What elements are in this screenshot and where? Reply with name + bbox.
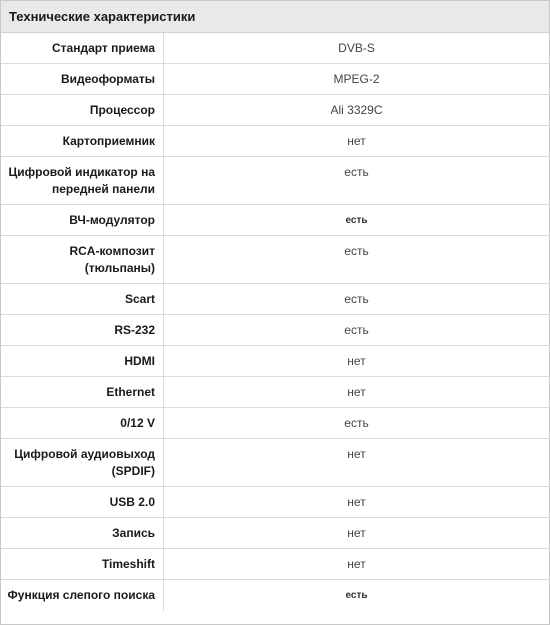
table-row	[1, 346, 549, 377]
row-label: USB 2.0	[1, 487, 164, 517]
row-value: есть	[345, 590, 368, 601]
table-row	[1, 377, 549, 408]
row-label: Цифровой аудиовыход (SPDIF)	[1, 439, 164, 486]
row-label: Ethernet	[1, 377, 164, 407]
table-row	[1, 408, 549, 439]
table-row	[1, 439, 549, 487]
row-label: Процессор	[1, 95, 164, 125]
row-label: RCA-композит (тюльпаны)	[1, 236, 164, 283]
row-label: RS-232	[1, 315, 164, 345]
row-value: есть	[345, 215, 368, 226]
row-value: нет	[347, 354, 366, 368]
table-row	[1, 518, 549, 549]
row-label: ВЧ-модулятор	[1, 205, 164, 235]
row-value: есть	[344, 165, 369, 179]
row-value: нет	[347, 557, 366, 571]
row-value: есть	[344, 244, 369, 258]
row-label: Картоприемник	[1, 126, 164, 156]
row-label: Запись	[1, 518, 164, 548]
row-label: Timeshift	[1, 549, 164, 579]
row-value: нет	[347, 495, 366, 509]
row-label: Стандарт приема	[1, 33, 164, 63]
row-value: нет	[347, 526, 366, 540]
table-row	[1, 236, 549, 284]
table-row	[1, 315, 549, 346]
table-row	[1, 33, 549, 64]
row-value: есть	[344, 416, 369, 430]
row-label: 0/12 V	[1, 408, 164, 438]
row-value: MPEG-2	[333, 72, 380, 86]
row-label: Видеоформаты	[1, 64, 164, 94]
row-value: нет	[347, 134, 366, 148]
row-value: нет	[347, 385, 366, 399]
spec-rows	[1, 33, 549, 611]
row-label: Scart	[1, 284, 164, 314]
row-value: DVB-S	[338, 41, 375, 55]
row-label: HDMI	[1, 346, 164, 376]
table-row	[1, 284, 549, 315]
table-row	[1, 487, 549, 518]
row-label: Функция слепого поиска	[1, 580, 164, 611]
table-row	[1, 580, 549, 611]
table-row	[1, 64, 549, 95]
table-row	[1, 549, 549, 580]
row-value: есть	[344, 323, 369, 337]
table-row	[1, 126, 549, 157]
row-value: нет	[347, 447, 366, 461]
row-value: есть	[344, 292, 369, 306]
table-row	[1, 205, 549, 236]
table-title: Технические характеристики	[1, 1, 549, 33]
table-row	[1, 95, 549, 126]
row-label: Цифровой индикатор на передней панели	[1, 157, 164, 204]
row-value: Ali 3329C	[330, 103, 383, 117]
table-row	[1, 157, 549, 205]
